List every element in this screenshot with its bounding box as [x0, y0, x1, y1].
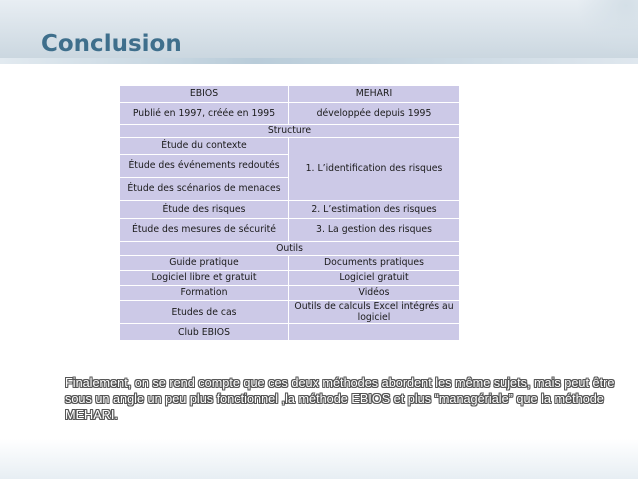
header-stripe: [0, 58, 638, 64]
ebios-scenarios-cell: Étude des scénarios de menaces: [120, 178, 289, 201]
table-row: [120, 324, 460, 341]
section-tools-label: Outils: [120, 242, 460, 256]
mehari-tool-cell: Documents pratiques: [289, 256, 460, 271]
mehari-tool-cell: Vidéos: [289, 286, 460, 301]
slide-title: Conclusion: [41, 31, 182, 57]
table-row: [120, 138, 460, 155]
mehari-management-cell: 3. La gestion des risques: [289, 219, 460, 242]
table-row: [120, 219, 460, 242]
comparison-table: [119, 85, 460, 341]
ebios-club-cell: Club EBIOS: [120, 324, 289, 341]
table-header-row: [120, 86, 460, 103]
ebios-events-cell: Étude des événements redoutés: [120, 155, 289, 178]
footer-band: [0, 439, 638, 479]
mehari-excel-tools-cell: Outils de calculs Excel intégrés au logiciel: [289, 301, 460, 324]
ebios-tool-cell: Guide pratique: [120, 256, 289, 271]
section-row-tools: [120, 242, 460, 256]
header-mehari: MEHARI: [289, 86, 460, 103]
ebios-context-cell: Étude du contexte: [120, 138, 289, 155]
header-ebios: EBIOS: [120, 86, 289, 103]
mehari-estimation-cell: 2. L’estimation des risques: [289, 201, 460, 219]
conclusion-paragraph: Finalement, on se rend compte que ces deux méthodes abordent les même sujets, mais peut être sous un angle un peu plus fonctionnel ,la méthode EBIOS et plus “managériale” que la méthode MEHARI.: [65, 376, 615, 422]
table-row: [120, 286, 460, 301]
mehari-club-cell: [289, 324, 460, 341]
mehari-identification-cell: 1. L’identification des risques: [289, 138, 460, 201]
ebios-origin-cell: Publié en 1997, créée en 1995: [120, 103, 289, 125]
table-row-origin: [120, 103, 460, 125]
mehari-origin-cell: développée depuis 1995: [289, 103, 460, 125]
ebios-case-studies-cell: Etudes de cas: [120, 301, 289, 324]
corner-decoration: [578, 0, 638, 58]
ebios-measures-cell: Étude des mesures de sécurité: [120, 219, 289, 242]
section-structure-label: Structure: [120, 125, 460, 138]
table-row: [120, 271, 460, 286]
table-row: [120, 256, 460, 271]
ebios-tool-cell: Logiciel libre et gratuit: [120, 271, 289, 286]
ebios-tool-cell: Formation: [120, 286, 289, 301]
section-row-structure: [120, 125, 460, 138]
ebios-risks-cell: Étude des risques: [120, 201, 289, 219]
mehari-tool-cell: Logiciel gratuit: [289, 271, 460, 286]
table-row: [120, 201, 460, 219]
